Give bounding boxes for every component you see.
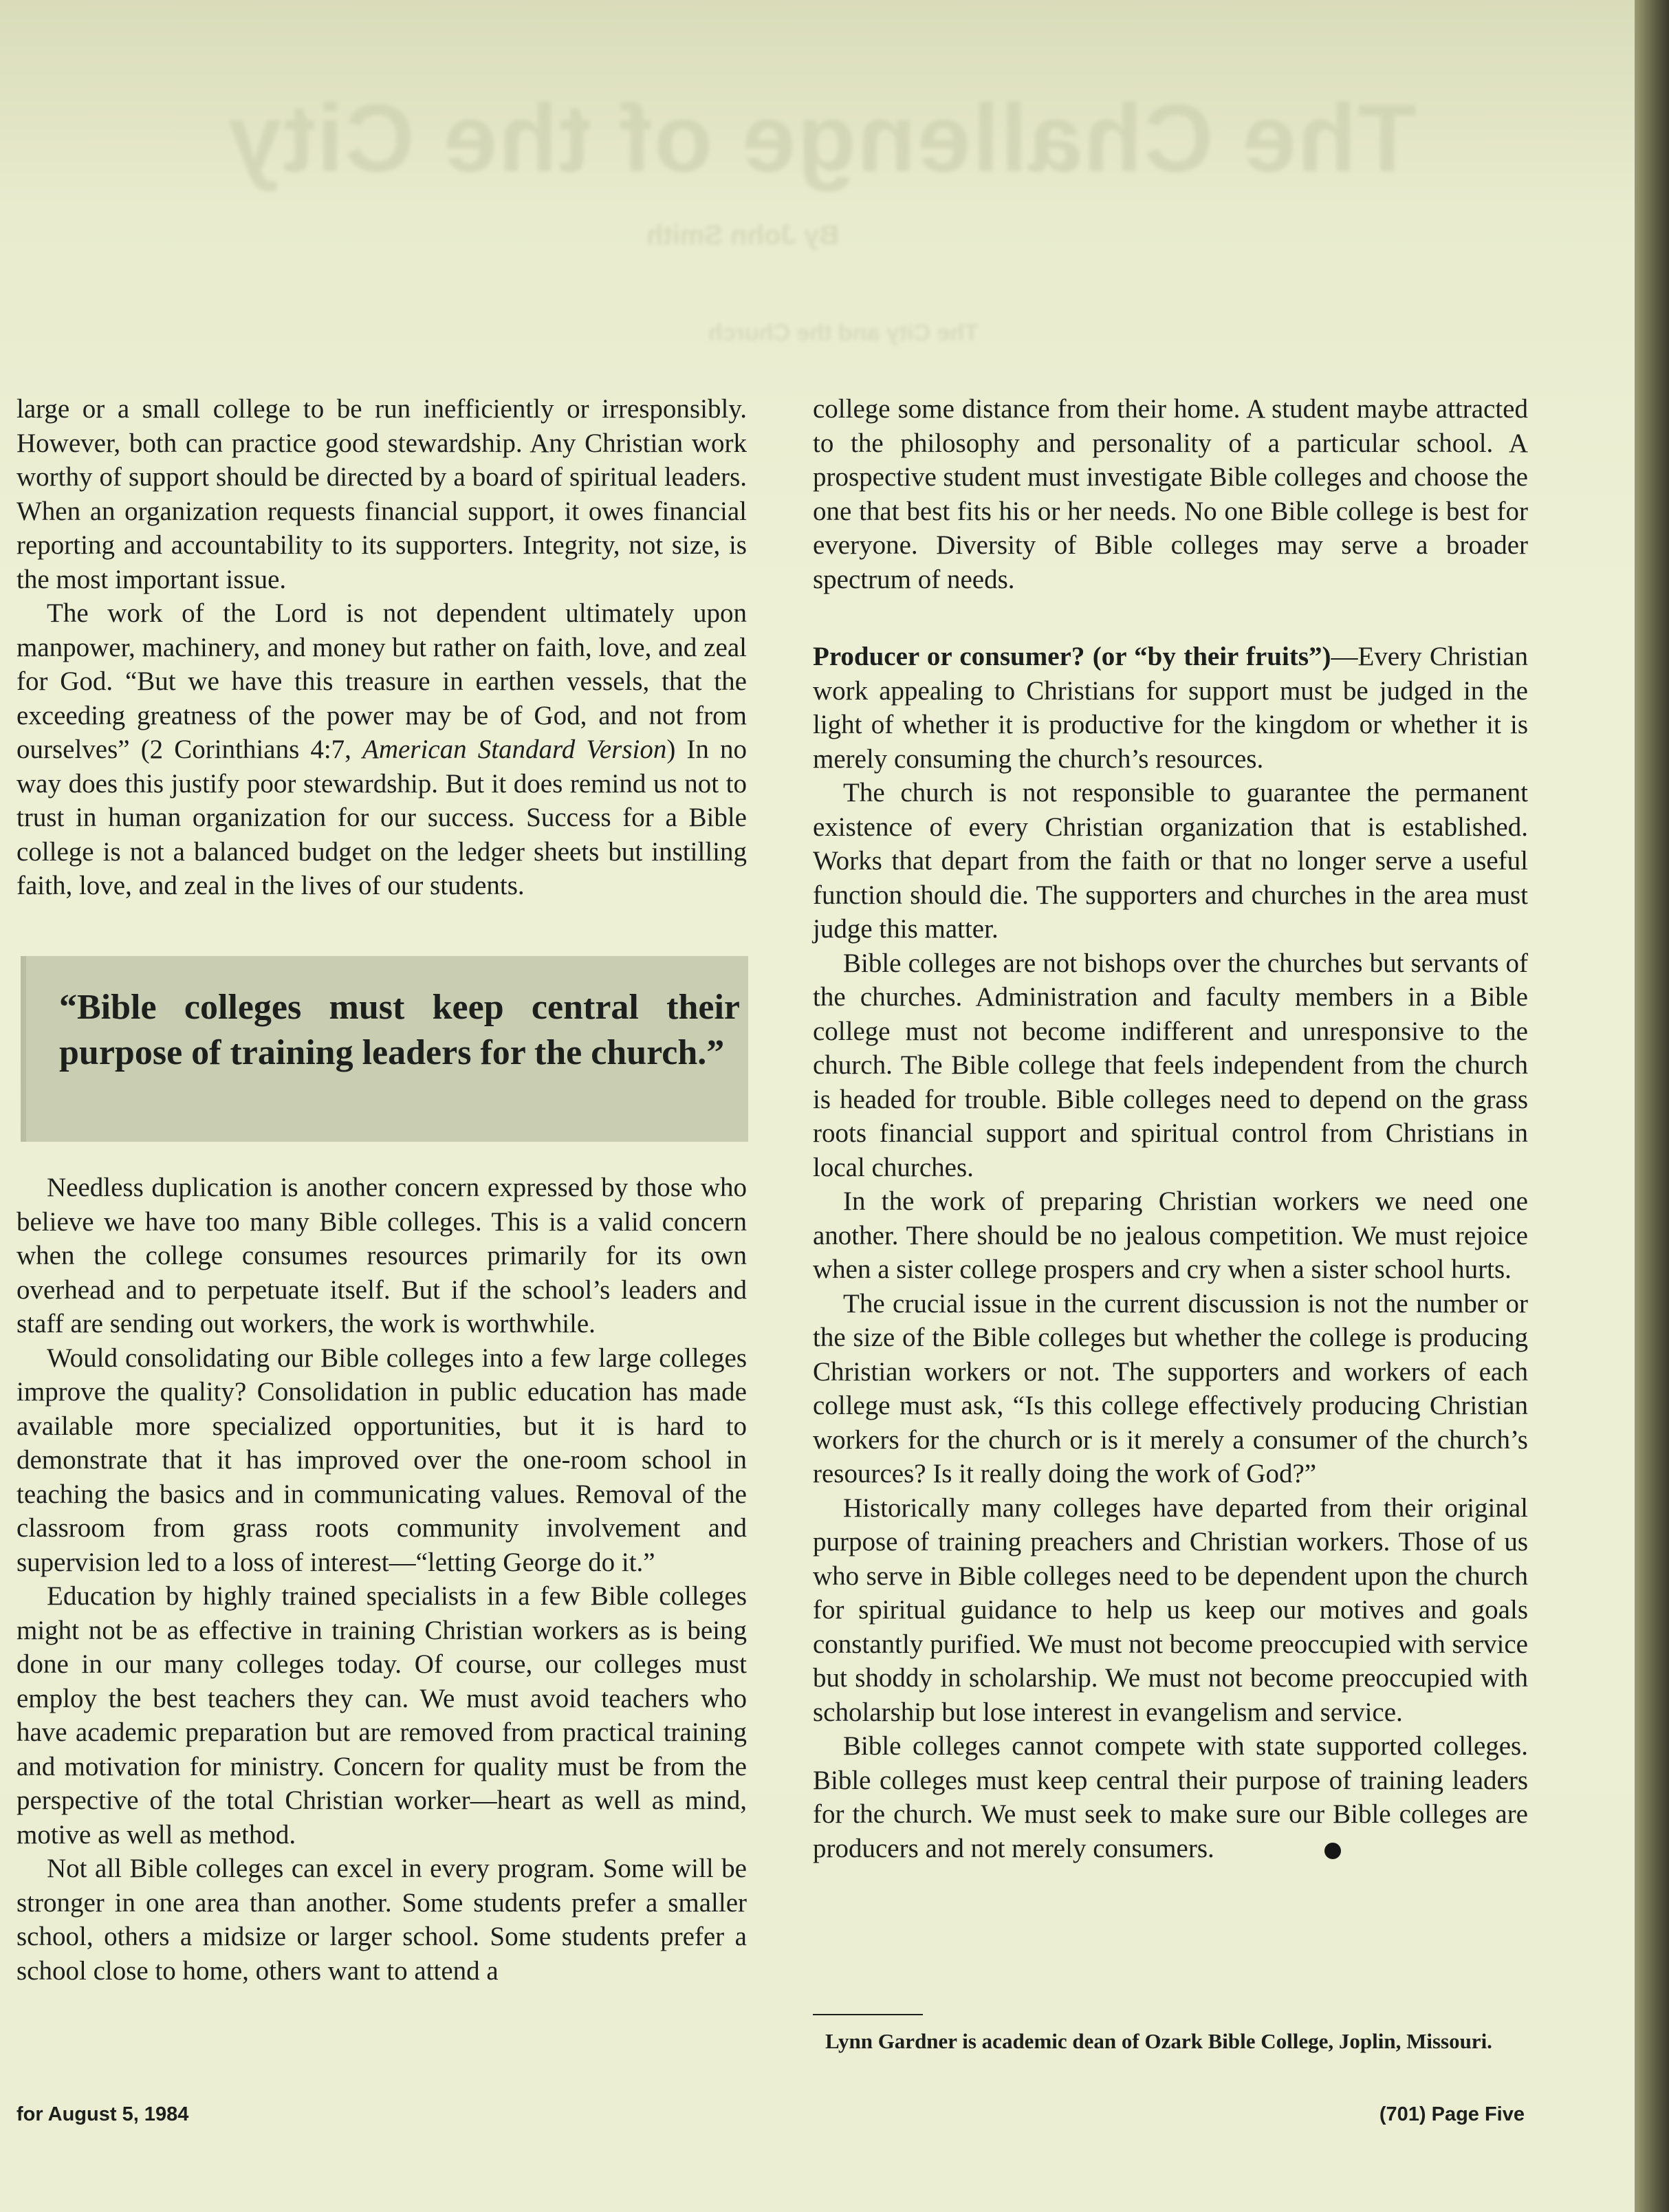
paragraph: The church is not responsible to guarantee the permanent existence of every Christian organization that is established. Works that depart from the faith or that no longer serve a useful function should die. The supporters and churches in the area must judge this matter.	[813, 778, 1528, 944]
paragraph: Historically many colleges have departed from their original purpose of training preachers and Christian workers. Those of us who serve in Bible colleges need to be dependent upon the church for spiritual guidance to help us keep our motives and goals constantly purified. We must not become preoccupied with service but shoddy in scholarship. We must not become preoccupied with scholarship but lose interest in evangelism and service.	[813, 1493, 1528, 1727]
page-edge	[1635, 0, 1669, 2212]
footer-date: for August 5, 1984	[17, 2103, 189, 2125]
footer-page-number: (701) Page Five	[1379, 2103, 1525, 2125]
bleed-through-subtitle: The City and the Church	[708, 320, 979, 346]
paragraph: Needless duplication is another concern expressed by those who believe we have too many Bible colleges. This is a valid concern when the college consumes resources primarily for its own overhead and to perpetuate itself. But if the school’s leaders and staff are sending out workers, the work is worthwhile.	[17, 1173, 747, 1338]
paragraph: In the work of preparing Christian workers we need one another. There should be no jealous competition. We must rejoice when a sister college prospers and cry when a sister school hurts.	[813, 1186, 1528, 1284]
author-bio: Lynn Gardner is academic dean of Ozark Bible College, Joplin, Missouri.	[825, 2029, 1492, 2053]
bio-divider	[813, 2014, 923, 2015]
right-column-bottom	[813, 640, 1528, 1865]
final-paragraph	[813, 1729, 1528, 1865]
paragraph: The crucial issue in the current discussion is not the number or the size of the Bible colleges but whether the college is producing Christian workers or not. The supporters and workers of each college must ask, “Is this college effectively producing Christian workers for the church or is it merely a consumer of the church’s resources? Is it really doing the work of God?”	[813, 1288, 1528, 1488]
end-mark-icon	[1324, 1843, 1341, 1859]
paragraph-text: The work of the Lord is not dependent ultimately upon manpower, machinery, and money but rather on faith, love, and zeal for God. “But we have this treasure in earthen vessels, that the exceeding greatness of the power may be of God, and not from ourselves” (2 Corinthians 4:7,	[17, 598, 747, 764]
section-lead	[813, 640, 1528, 776]
bleed-through-title: The Challenge of the City	[227, 84, 1417, 192]
paragraph: large or a small college to be run inefficiently or irresponsibly. However, both can practice good stewardship. Any Christian work worthy of support should be directed by a board of spiritual leaders. When an organization requests financial support, it owes financial reporting and accountability to its supporters. Integrity, not size, is the most important issue.	[17, 394, 747, 594]
right-column-top	[813, 392, 1528, 596]
pull-quote-box	[21, 956, 748, 1142]
pull-quote-text: “Bible colleges must keep central their purpose of training leaders for the church.”	[59, 988, 740, 1072]
paragraph-text: Bible colleges cannot compete with state supported colleges. Bible colleges must keep central their purpose of training leaders for the church. We must seek to make sure our Bible colleges are producers and not merely consumers.	[813, 1731, 1528, 1863]
section-heading: Producer or consumer? (or “by their fruits”)	[813, 642, 1331, 671]
paragraph-text: —Every Christian work appealing to Christians for support must be judged in the light of whether it is productive for the kingdom or whether it is merely consuming the church’s resources.	[813, 642, 1528, 774]
left-column-top	[17, 392, 747, 903]
paragraph: Education by highly trained specialists in a few Bible colleges might not be as effective in training Christian workers as is being done in our many colleges today. Of course, our colleges must employ the best teachers they can. We must avoid teachers who have academic preparation but are removed from practical training and motivation for ministry. Concern for quality must be from the perspective of the total Christian worker—heart as well as mind, motive as well as method.	[17, 1581, 747, 1850]
paragraph-text: ) In no way does this justify poor stewardship. But it does remind us not to trust in human organization for our success. Success for a Bible college is not a balanced budget on the ledger sheets but instilling faith, love, and zeal in the lives of our students.	[17, 735, 747, 900]
paragraph: Would consolidating our Bible colleges into a few large colleges improve the quality? Consolidation in public education has made available more specialized opportunities, but it is hard to demonstrate that it has improved over the one-room school in teaching the basics and in communicating values. Removal of the classroom from grass roots community involvement and supervision led to a loss of interest—“letting George do it.”	[17, 1343, 747, 1577]
left-column-bottom	[17, 1171, 747, 1988]
paragraph-with-citation	[17, 596, 747, 903]
citation-italic: American Standard Version	[362, 735, 667, 764]
paragraph: college some distance from their home. A student maybe attracted to the philosophy and personality of a particular school. A prospective student must investigate Bible colleges and choose the one that best fits his or her needs. No one Bible college is best for everyone. Diversity of Bible colleges may serve a broader spectrum of needs.	[813, 394, 1528, 594]
bleed-through-byline: By John Smith	[646, 220, 840, 250]
paragraph: Not all Bible colleges can excel in every program. Some will be stronger in one area than another. Some students prefer a smaller school, others a midsize or larger school. Some students prefer a school close to home, others want to attend a	[17, 1854, 747, 1986]
paragraph: Bible colleges are not bishops over the churches but servants of the churches. Administration and faculty members in a Bible college must not become indifferent and unresponsive to the church. The Bible college that feels independent from the church is headed for trouble. Bible colleges need to depend on the grass roots financial support and spiritual control from Christians in local churches.	[813, 948, 1528, 1182]
